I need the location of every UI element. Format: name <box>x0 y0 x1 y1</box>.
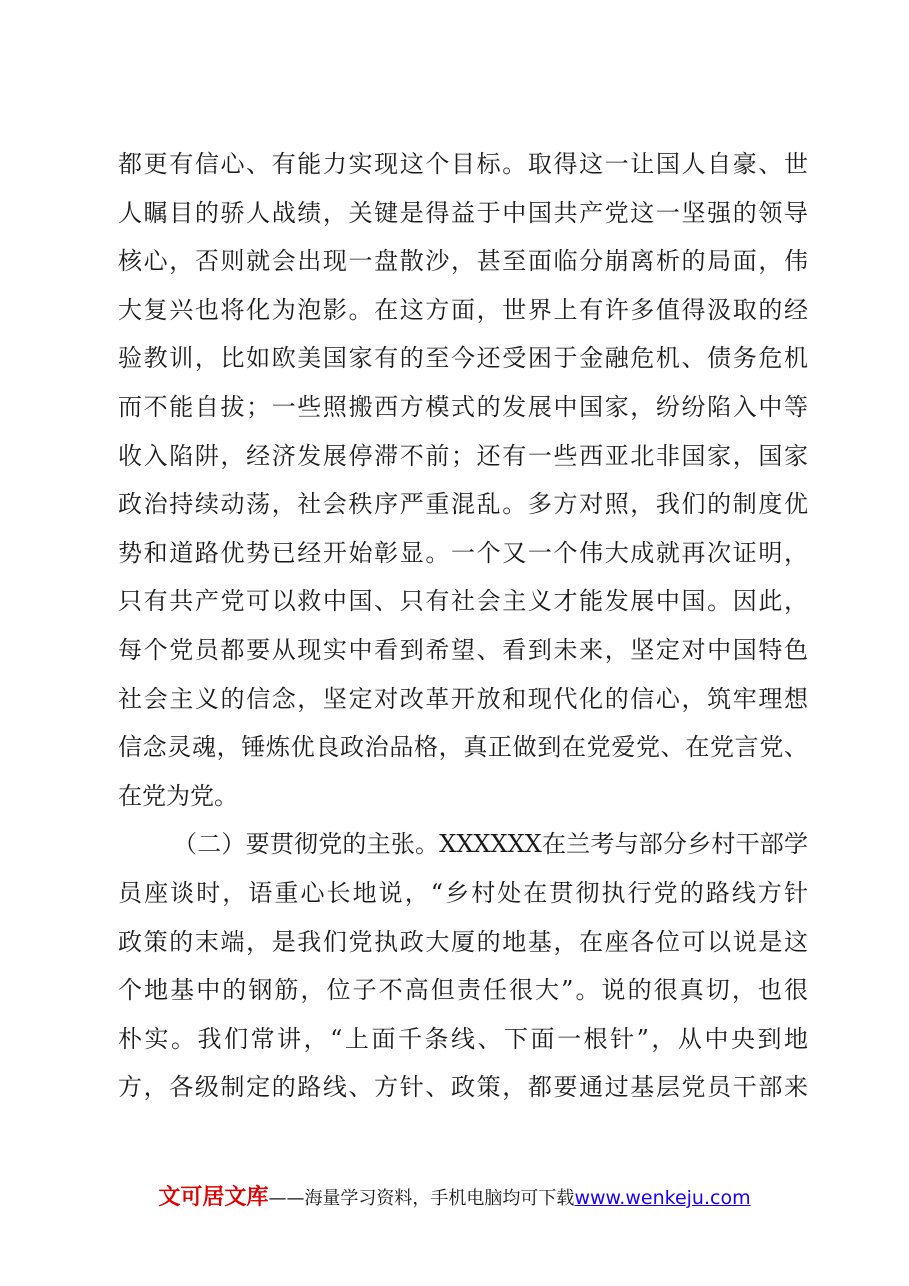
footer-link[interactable]: www.wenkeju.com <box>574 1187 751 1209</box>
text-line: 人瞩目的骄人战绩，关键是得益于中国共产党这一坚强的领导 <box>118 198 808 227</box>
text-line: 信念灵魂，锤炼优良政治品格，真正做到在党爱党、在党言党、 <box>118 733 808 762</box>
footer-brand: 文可居文库 <box>158 1185 269 1210</box>
text-line: 个地基中的钢筋，位子不高但责任很大”。说的很真切，也很 <box>118 976 808 1005</box>
text-line: 方，各级制定的路线、方针、政策，都要通过基层党员干部来 <box>118 1073 808 1102</box>
text-line: 势和道路优势已经开始彰显。一个又一个伟大成就再次证明， <box>118 538 808 567</box>
section-heading-line: （二）要贯彻党的主张。XXXXXX在兰考与部分乡村干部学 <box>173 830 808 859</box>
text-line: 只有共产党可以救中国、只有社会主义才能发展中国。因此， <box>118 587 808 616</box>
text-line: 社会主义的信念，坚定对改革开放和现代化的信心，筑牢理想 <box>118 684 808 713</box>
text-line: 每个党员都要从现实中看到希望、看到未来，坚定对中国特色 <box>118 635 808 664</box>
text-line: 而不能自拔；一些照搬西方模式的发展中国家，纷纷陷入中等 <box>118 392 808 421</box>
text-line: 政策的末端，是我们党执政大厦的地基，在座各位可以说是这 <box>118 927 808 956</box>
text-line: 都更有信心、有能力实现这个目标。取得这一让国人自豪、世 <box>118 150 808 178</box>
text-line: 核心，否则就会出现一盘散沙，甚至面临分崩离析的局面，伟 <box>118 247 808 276</box>
document-body <box>118 140 808 1112</box>
text-line: 大复兴也将化为泡影。在这方面，世界上有许多值得汲取的经 <box>118 295 808 324</box>
text-line: 验教训，比如欧美国家有的至今还受困于金融危机、债务危机 <box>118 344 808 373</box>
text-line: 朴实。我们常讲，“上面千条线、下面一根针”，从中央到地 <box>118 1024 808 1053</box>
footer-banner <box>0 1180 909 1211</box>
footer-tagline: ——海量学习资料，手机电脑均可下载 <box>268 1188 575 1209</box>
text-line: 员座谈时，语重心长地说，“乡村处在贯彻执行党的路线方针 <box>118 878 808 907</box>
text-line: 在党为党。 <box>118 781 238 810</box>
text-line: 政治持续动荡，社会秩序严重混乱。多方对照，我们的制度优 <box>118 490 808 519</box>
text-line: 收入陷阱，经济发展停滞不前；还有一些西亚北非国家，国家 <box>118 441 808 470</box>
